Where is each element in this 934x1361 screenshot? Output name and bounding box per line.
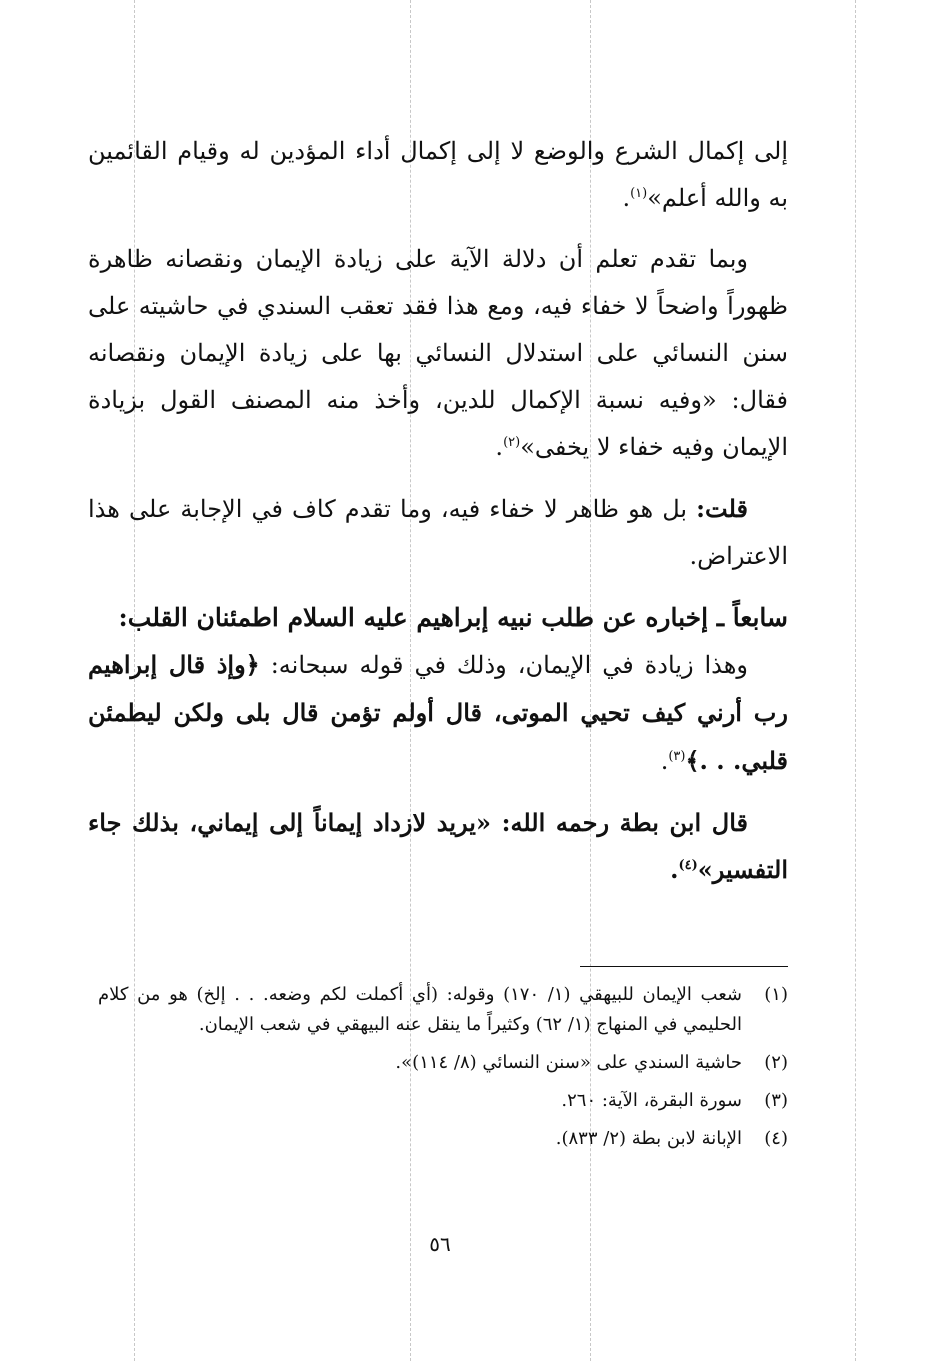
quote-paragraph: قال ابن بطة رحمه الله: «يريد لازداد إيماناً إلى إيماني، بذلك جاء التفسير»$^{(٤)}$. xyxy=(88,808,788,884)
verse-paragraph: وهذا زيادة في الإيمان، وذلك في قوله سبحانه: ﴿وإذ قال إبراهيم رب أرني كيف تحيي الموتى، قال أولم تؤمن قال بلى ولكن ليطمئن قلبي. . .﴾$^{(٣)}$. xyxy=(88,650,788,775)
footnote-number: (١) xyxy=(764,984,788,1005)
scan-guide-line xyxy=(855,0,856,1361)
paragraph-1: إلى إكمال الشرع والوضع لا إلى إكمال أداء المؤدين له وقيام القائمين به والله أعلم»$^{(١)}$. xyxy=(88,137,788,212)
footnote-number: (٢) xyxy=(764,1052,788,1073)
footnote-1 xyxy=(98,980,788,1040)
footnote-ref-4[interactable]: (٤) xyxy=(678,858,698,873)
footnote-text: سورة البقرة، الآية: ٢٦٠. xyxy=(561,1090,742,1111)
paragraph-3: قلت: بل هو ظاهر لا خفاء فيه، وما تقدم كاف في الإجابة على هذا الاعتراض. xyxy=(88,494,788,570)
footnote-ref-2[interactable]: (٢) xyxy=(503,435,521,450)
footnote-text: شعب الإيمان للبيهقي (١/ ١٧٠) وقوله: (أي أكملت لكم وضعه. . . إلخ) هو من كلام الحليمي في المنهاج (١/ ٦٢) وكثيراً ما ينقل عنه البيهقي في شعب الإيمان. xyxy=(98,984,742,1035)
footnote-3 xyxy=(98,1086,788,1116)
footnote-number: (٣) xyxy=(764,1090,788,1111)
footnote-4 xyxy=(98,1124,788,1154)
footnote-ref-1[interactable]: (١) xyxy=(630,186,648,201)
footnote-text: حاشية السندي على «سنن النسائي (٨/ ١١٤)». xyxy=(395,1052,742,1073)
main-text xyxy=(88,128,788,907)
footnote-divider xyxy=(580,966,788,967)
paragraph-2: وبما تقدم تعلم أن دلالة الآية على زيادة الإيمان ونقصانه ظاهرة ظهوراً واضحاً لا خفاء فيه، ومع هذا فقد تعقب السندي في حاشيته على سنن النسائي على استدلال النسائي بها على زيادة الإيمان ونقصانه فقال: «وفيه نسبة الإكمال للدين، وأخذ منه المصنف القول بزيادة الإيمان وفيه خفاء لا يخفى»$^{(٢)}$. xyxy=(88,245,788,461)
page-number: ٥٦ xyxy=(429,1232,451,1256)
footnote-number: (٤) xyxy=(764,1128,788,1149)
footnote-2 xyxy=(98,1048,788,1078)
qult-label: قلت: xyxy=(696,494,749,523)
section-heading: سابعاً ـ إخباره عن طلب نبيه إبراهيم عليه السلام اطمئنان القلب: xyxy=(118,603,788,632)
ibn-batta-quote: «يريد لازداد إيماناً إلى إيماني، بذلك جاء التفسير» xyxy=(88,808,788,884)
quran-verse: ﴿وإذ قال إبراهيم رب أرني كيف تحيي الموتى، قال أولم تؤمن قال بلى ولكن ليطمئن قلبي. . .﴾ xyxy=(88,650,788,775)
footnotes xyxy=(98,980,788,1162)
footnote-text: الإبانة لابن بطة (٢/ ٨٣٣). xyxy=(555,1128,742,1149)
footnote-ref-3[interactable]: (٣) xyxy=(668,749,686,764)
